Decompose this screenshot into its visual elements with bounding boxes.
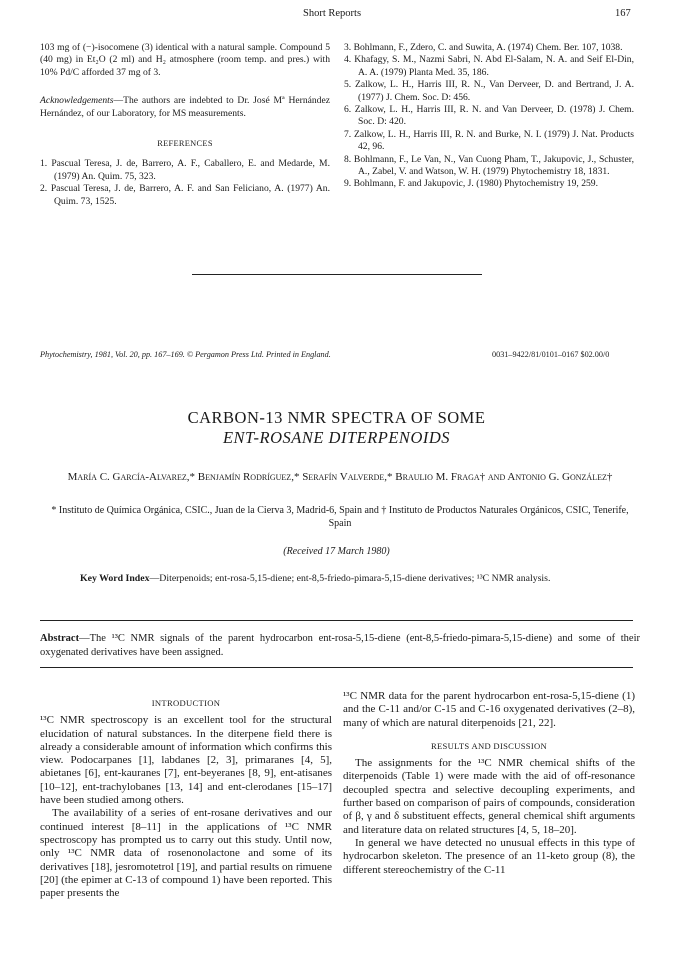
section-separator xyxy=(192,274,482,275)
reference-item: 4. Khafagy, S. M., Nazmi Sabri, N. Abd El-Salam, N. A. and Seif El-Din, A. A. (1979) Planta Med. 35, 186. xyxy=(344,54,634,78)
prev-article-left-column xyxy=(40,42,330,208)
abstract-label: Abstract xyxy=(40,633,80,644)
article-title-line2: ENT-ROSANE DITERPENOIDS xyxy=(222,428,451,447)
affiliation: * Instituto de Química Orgánica, CSIC., Juan de la Cierva 3, Madrid-6, Spain and † Instituto de Productos Naturales Orgánicos, CSIC, Tenerife, Spain xyxy=(51,505,629,529)
received-date: (Received 17 March 1980) xyxy=(283,546,390,557)
page-number: 167 xyxy=(615,8,631,19)
abstract xyxy=(40,632,640,660)
keywords-label: Key Word Index xyxy=(80,573,150,584)
reference-item: 8. Bohlmann, F., Le Van, N., Van Cuong Pham, T., Jakupovic, J., Schuster, A., Zabel, V. and Watson, W. H. (1979) Phytochemistry 18, 1831. xyxy=(344,153,634,178)
introduction-heading: INTRODUCTION xyxy=(151,698,221,708)
reference-item: 1. Pascual Teresa, J. de, Barrero, A. F., Caballero, E. and Medarde, M. (1979) An. Quim. 75, 323. xyxy=(40,158,330,182)
intro-continuation-paragraph: ¹³C NMR data for the parent hydrocarbon ent-rosa-5,15-diene (1) and the C-11 and/or C-15 and C-16 oxygenated derivatives (2–8), many of which are natural diterpenoids [21, 22]. xyxy=(343,690,635,729)
reference-item: 2. Pascual Teresa, J. de, Barrero, A. F. and San Feliciano, A. (1977) An. Quim. 73, 1525. xyxy=(40,183,330,207)
article-title-line1: CARBON-13 NMR SPECTRA OF SOME xyxy=(187,408,486,427)
abstract-rule-top xyxy=(40,620,633,621)
body-left-column xyxy=(40,697,332,900)
results-paragraph-2: In general we have detected no unusual effects in this type of hydrocarbon skeleton. The presence of an 11-keto group (8), the different stereochemistry of the C-11 xyxy=(343,836,635,876)
introduction-paragraph-2: The availability of a series of ent-rosane derivatives and our continued interest [8–11] in the applications of ¹³C NMR spectroscopy has prompted us to carry out this study. Until now, only ¹³C NMR data of rosenonolactone and some of its derivatives [18], jesromotetrol [19], and partial results on rimuene [20] (the epimer at C-13 of compound 1) have been reported. This paper presents the xyxy=(40,807,332,900)
reference-item: 9. Bohlmann, F. and Jakupovic, J. (1980) Phytochemistry 19, 259. xyxy=(344,178,598,190)
reference-item: 3. Bohlmann, F., Zdero, C. and Suwita, A. (1974) Chem. Ber. 107, 1038. xyxy=(344,42,623,53)
abstract-text: —The ¹³C NMR signals of the parent hydrocarbon ent-rosa-5,15-diene (ent-8,5-friedo-pimara-5,15-diene) and some of their oxygenated derivatives have been assigned. xyxy=(40,633,640,658)
body-right-column xyxy=(343,690,635,877)
results-heading: RESULTS AND DISCUSSION xyxy=(430,740,548,751)
journal-citation: Phytochemistry, 1981, Vol. 20, pp. 167–169. © Pergamon Press Ltd. Printed in England. xyxy=(40,350,331,359)
prev-article-right-column xyxy=(344,42,634,191)
keywords xyxy=(80,573,600,586)
references-heading: REFERENCES xyxy=(157,139,213,149)
ack-text: —The authors are indebted to Dr. José Mª Hernández Hernández, of our Laboratory, for MS measurements. xyxy=(40,95,330,119)
acknowledgements xyxy=(40,95,330,120)
authors: María C. García-Alvarez,* Benjamín Rodríguez,* Serafín Valverde,* Braulio M. Fraga† and Antonio G. González† xyxy=(67,471,613,483)
abstract-rule-bottom xyxy=(40,667,633,668)
ack-label: Acknowledgements xyxy=(40,95,114,107)
reference-item: 5. Zalkow, L. H., Harris III, R. N., Van Derveer, D. and Bertrand, J. A. (1977) J. Chem. Soc. D: 456. xyxy=(344,79,634,103)
keywords-text: —Diterpenoids; ent-rosa-5,15-diene; ent-8,5-friedo-pimara-5,15-diene derivatives; ¹³C NMR analysis. xyxy=(149,573,551,584)
results-paragraph-1: The assignments for the ¹³C NMR chemical shifts of the diterpenoids (Table 1) were made with the aid of off-resonance decoupled spectra and selective decoupling experiments, and further based on comparison of pairs of compounds, consideration of β, γ and δ substituent effects, general chemical shift arguments and literature data on related structures [4, 5, 18–20]. xyxy=(343,757,635,836)
reference-item: 6. Zalkow, L. H., Harris III, R. N. and Van Derveer, D. (1978) J. Chem. Soc. D: 420. xyxy=(344,104,634,128)
journal-issn: 0031–9422/81/0101–0167 $02.00/0 xyxy=(492,350,610,359)
reference-item: 7. Zalkow, L. H., Harris III, R. N. and Burke, N. I. (1979) J. Nat. Products 42, 96. xyxy=(344,128,634,153)
introduction-paragraph-1: ¹³C NMR spectroscopy is an excellent tool for the structural elucidation of natural substances. In the diterpene field there is already a considerable amount of information which confirms this view. Podocarpanes [1], labdanes [2, 3], primaranes [4, 5], abietanes [6], ent-kauranes [7], ent-beyeranes [8, 9], ent-atisanes [10–12], ent-trachylobanes [13, 14] and ent-clerodanes [15–17] have been studied among others. xyxy=(40,714,332,807)
prev-article-paragraph: 103 mg of (−)-isocomene (3) identical with a natural sample. Compound 5 (40 mg) in Et₂O (2 ml) and H₂ atmosphere (room temp. and pres.) with 10% Pd/C afforded 37 mg of 3. xyxy=(40,42,330,78)
running-title: Short Reports xyxy=(303,8,362,19)
